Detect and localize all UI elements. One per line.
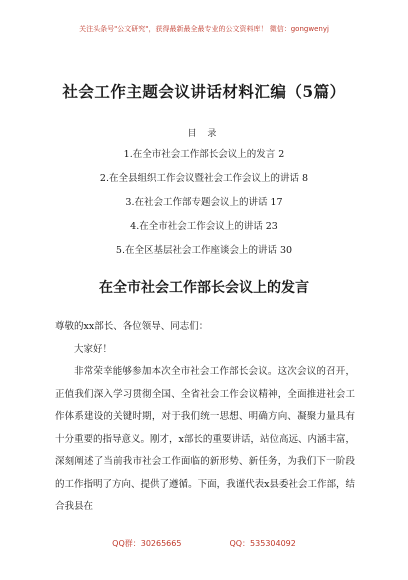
toc-item-1[interactable]: 1.在全市社会工作部长会议上的发言 2 xyxy=(123,149,285,160)
toc-item-3[interactable]: 3.在社会工作部专题会议上的讲话 17 xyxy=(125,197,283,208)
section-body xyxy=(55,316,355,519)
header-note: 关注头条号"公文研究"，获得最新最全最专业的公文资料库！ 微信：gongwenyj xyxy=(79,25,329,33)
document-title: 社会工作主题会议讲话材料汇编（5篇） xyxy=(62,82,346,101)
footer-qq-group: QQ群：30265665 xyxy=(112,539,182,548)
salutation: 尊敬的xx部长、各位领导、同志们： xyxy=(55,321,209,332)
greeting: 大家好！ xyxy=(74,343,113,355)
toc-item-4[interactable]: 4.在全市社会工作会议上的讲话 23 xyxy=(130,221,278,232)
table-of-contents xyxy=(0,143,408,263)
toc-item-2[interactable]: 2.在全县组织工作会议暨社会工作会议上的讲话 8 xyxy=(99,173,309,184)
toc-item-5[interactable]: 5.在全区基层社会工作座谈会上的讲话 30 xyxy=(115,245,293,256)
footer-qq: QQ：535304092 xyxy=(229,539,296,548)
section-title: 在全市社会工作部长会议上的发言 xyxy=(99,280,309,296)
footer xyxy=(0,538,408,549)
body-paragraph: 非常荣幸能够参加本次全市社会工作部长会议。这次会议的召开，正值我们深入学习贯彻全国、全省社会工作会议精神，全面推进社会工作体系建设的关键时期，对于我们统一思想、明确方向、凝聚力量具有十分重要的指导意义。刚才，x部长的重要讲话，站位高远、内涵丰富，深刻阐述了当前我市社会工作面临的新形势、新任务，为我们下一阶段的工作指明了方向、提供了遵循。下面，我谨代表x县委社会工作部，结合我县在 xyxy=(55,366,355,512)
toc-heading: 目 录 xyxy=(187,129,221,139)
